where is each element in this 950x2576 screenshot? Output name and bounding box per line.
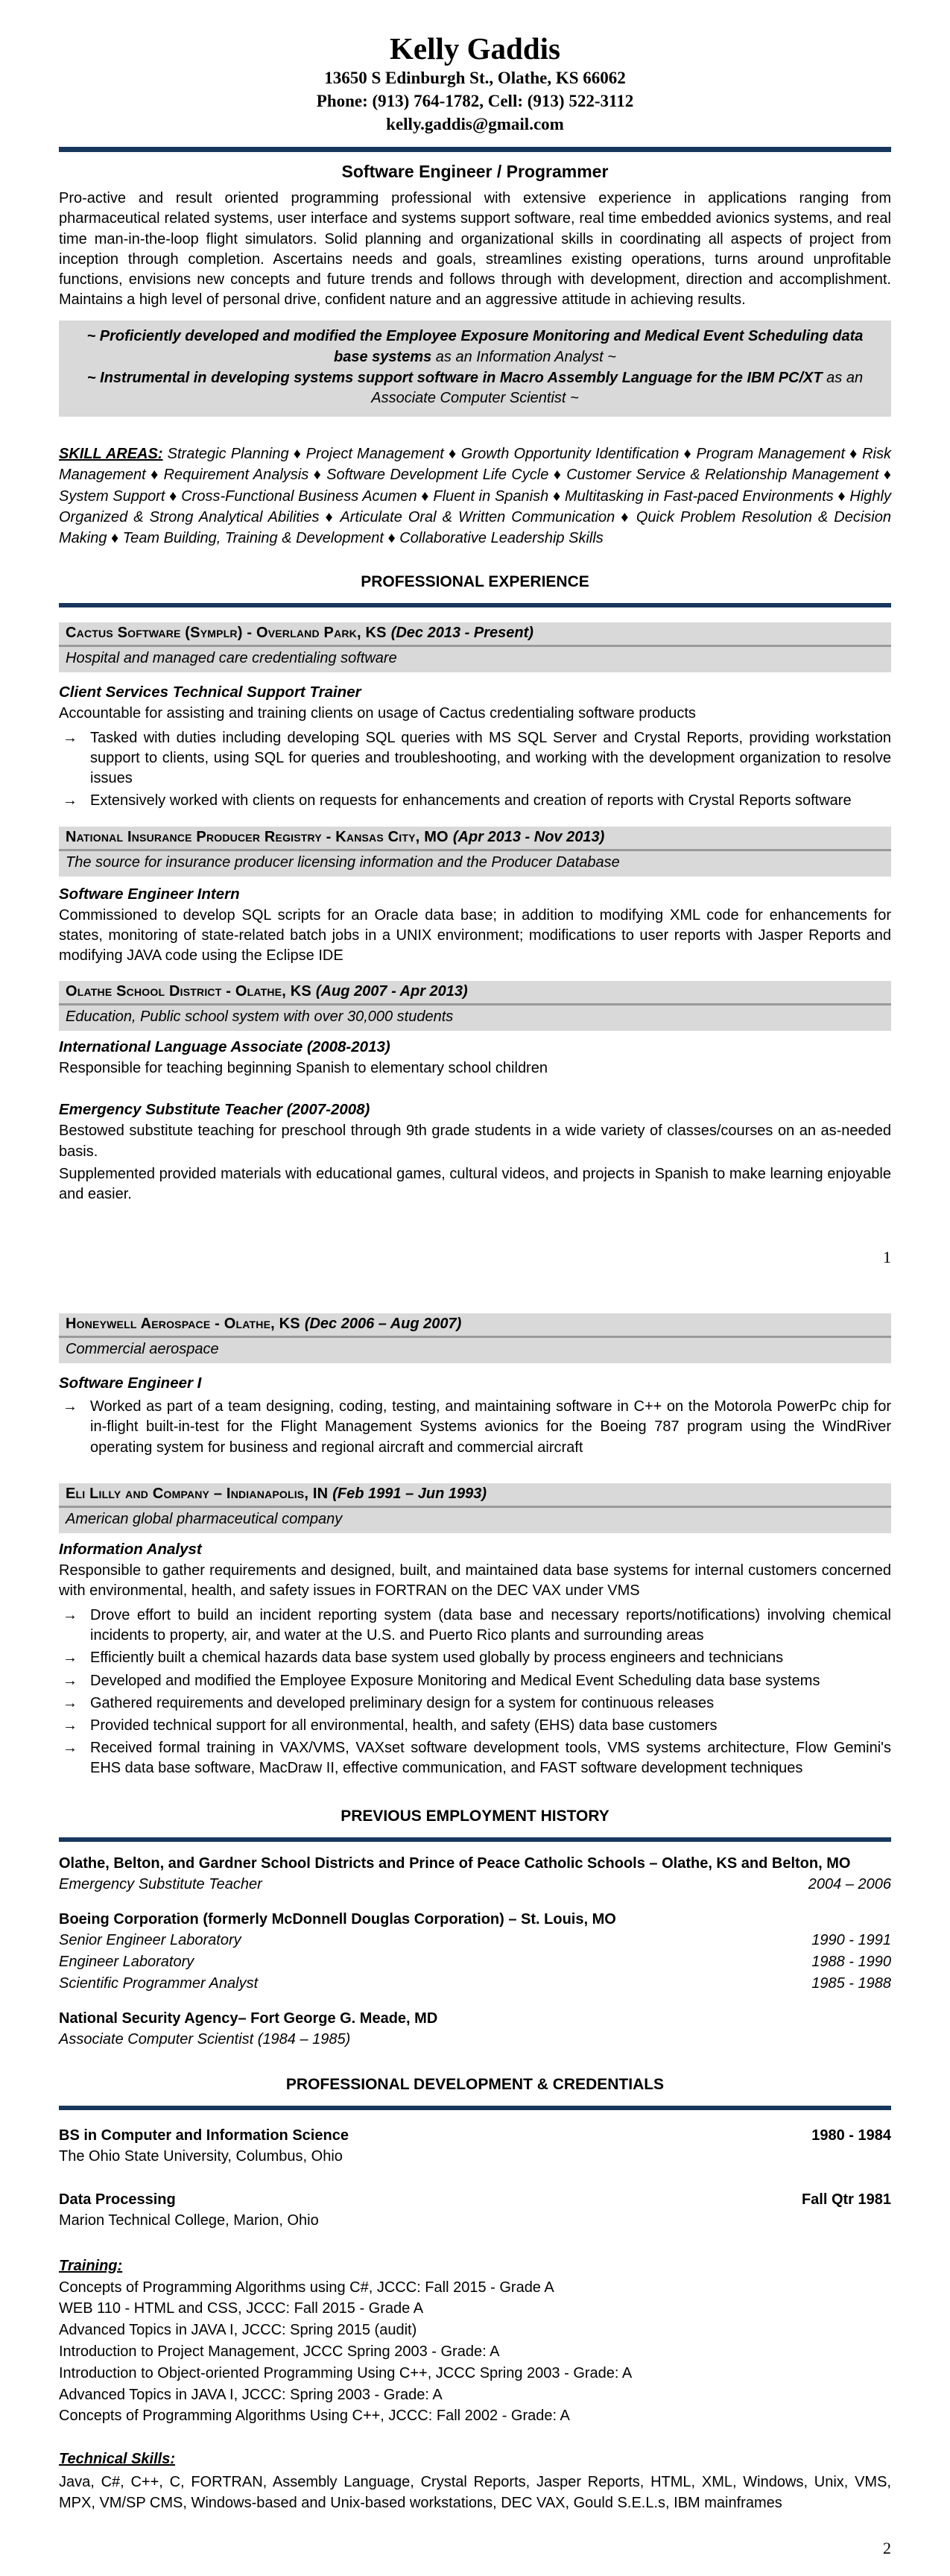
page-number-2: 2	[883, 2539, 891, 2558]
credential-school: Marion Technical College, Marion, Ohio	[59, 2212, 319, 2229]
credential-title: Data Processing	[59, 2191, 176, 2208]
bullet-text: Worked as part of a team designing, coding, testing, and maintaining software in C++ on the Motorola PowerPc chip for in-flight built-in-test for the Flight Management Systems avionics for the Boeing 787 program using the WindRiver operating system for business and regional aircraft and commercial aircraft	[90, 1398, 891, 1456]
position-row	[59, 1874, 891, 1895]
credential-row	[59, 2189, 891, 2210]
previous-employer-entry	[59, 2008, 891, 2051]
position-dates: 1990 - 1991	[811, 1931, 891, 1948]
credential-entry	[59, 2125, 891, 2167]
divider-rule	[59, 1837, 891, 1842]
section-heading-professional-development: PROFESSIONAL DEVELOPMENT & CREDENTIALS	[285, 2075, 665, 2093]
credential-dates: Fall Qtr 1981	[801, 2191, 891, 2208]
skill-areas-text: Strategic Planning ♦ Project Management ♦ Growth Opportunity Identification ♦ Program Management ♦ Risk Management ♦ Requirement Analysis ♦ Software Development Life Cycle ♦ Customer Service & Relationship Management ♦ System Support ♦ Cross-Functional Business Acumen ♦ Fluent in Spanish ♦ Multitasking in Fast-paced Environments ♦ Highly Organized & Strong Analytical Abilities ♦ Articulate Oral & Written Communication ♦ Quick Problem Resolution & Decision Making ♦ Team Building, Training & Development ♦ Collaborative Leadership Skills	[59, 445, 891, 547]
bullet-item	[59, 1648, 891, 1668]
arrow-bullet-icon: →	[63, 792, 77, 809]
arrow-bullet-icon: →	[63, 1717, 77, 1734]
skill-areas	[59, 443, 891, 549]
credential-dates: 1980 - 1984	[811, 2127, 891, 2144]
position-row	[59, 1930, 891, 1951]
highlight-line	[78, 368, 872, 409]
section-heading-previous-employment: PREVIOUS EMPLOYMENT HISTORY	[341, 1807, 609, 1825]
position-row	[59, 1973, 891, 1995]
employer-name: Olathe, Belton, and Gardner School Districts and Prince of Peace Catholic Schools – Olathe, KS and Belton, MO	[59, 1854, 851, 1872]
credential-row	[59, 2125, 891, 2146]
phone-line: Phone: (913) 764-1782, Cell: (913) 522-3112	[316, 92, 634, 111]
bullet-item	[59, 1606, 891, 1646]
job-bullet-list	[59, 1606, 891, 1779]
job-blurb: Education, Public school system with over 30,000 students	[59, 1006, 891, 1031]
job-dates: (Dec 2006 – Aug 2007)	[304, 1316, 462, 1333]
job-national-insurance-producer-registry	[59, 827, 891, 967]
bullet-text: Tasked with duties including developing SQL queries with MS SQL Server and Crystal Reports, providing workstation support to clients, using SQL for queries and troubleshooting, and working with the development organization to resolve issues	[90, 729, 891, 787]
training-item: WEB 110 - HTML and CSS, JCCC: Fall 2015 - Grade A	[59, 2300, 424, 2317]
document-title: Software Engineer / Programmer	[341, 162, 609, 182]
job-blurb: Hospital and managed care credentialing software	[59, 647, 891, 672]
job-bullet-list	[59, 1397, 891, 1458]
section-heading-professional-experience: PROFESSIONAL EXPERIENCE	[361, 572, 589, 590]
job-bullet-list	[59, 728, 891, 812]
job-dates: (Apr 2013 - Nov 2013)	[452, 828, 605, 845]
job-company: Olathe School District - Olathe, KS	[66, 983, 311, 1000]
page-number-1: 1	[883, 1248, 891, 1267]
training-item: Concepts of Programming Algorithms Using C++, JCCC: Fall 2002 - Grade: A	[59, 2408, 570, 2425]
technical-skills-label: Technical Skills:	[59, 2451, 175, 2468]
highlight-regular-text: as an Associate Computer Scientist ~	[371, 369, 864, 407]
job-blurb: Commercial aerospace	[59, 1338, 891, 1363]
job-company: Cactus Software (Symplr) - Overland Park, KS	[66, 624, 387, 641]
job-header-bar	[59, 1313, 891, 1338]
credential-title: BS in Computer and Information Science	[59, 2127, 349, 2144]
position-title: Scientific Programmer Analyst	[59, 1974, 259, 1992]
skill-areas-label: SKILL AREAS:	[59, 445, 163, 462]
job-role-summary: Accountable for assisting and training clients on usage of Cactus credentialing software products	[59, 704, 696, 722]
position-dates: 2004 – 2006	[808, 1875, 891, 1892]
highlight-regular-text: as an Information Analyst ~	[431, 349, 616, 365]
technical-skills-text: Java, C#, C++, C, FORTRAN, Assembly Language, Crystal Reports, Jasper Reports, HTML, XML, Windows, Unix, VMS, MPX, VM/SP CMS, Windows-based and Unix-based workstations, DEC VAX, Gould S.E.L.s, IBM mainframes	[59, 2474, 891, 2512]
job-header-bar	[59, 1483, 891, 1508]
training-item: Advanced Topics in JAVA I, JCCC: Spring 2015 (audit)	[59, 2322, 417, 2339]
position-title: Engineer Laboratory	[59, 1953, 194, 1970]
arrow-bullet-icon: →	[63, 1650, 77, 1667]
previous-employer-entry	[59, 1909, 891, 1995]
bullet-item	[59, 1693, 891, 1714]
divider-rule	[59, 603, 891, 607]
technical-skills-section	[59, 2448, 891, 2513]
arrow-bullet-icon: →	[63, 1694, 77, 1711]
job-role-title: Software Engineer I	[59, 1374, 202, 1392]
job-olathe-school-district	[59, 981, 891, 1205]
highlight-line	[78, 326, 872, 367]
bullet-text: Developed and modified the Employee Exposure Monitoring and Medical Event Scheduling data base systems	[90, 1672, 820, 1689]
bullet-text: Extensively worked with clients on requests for enhancements and creation of reports with Crystal Reports software	[90, 792, 852, 809]
job-dates: (Feb 1991 – Jun 1993)	[332, 1485, 487, 1502]
job-eli-lilly	[59, 1483, 891, 1779]
position-dates: 1985 - 1988	[811, 1974, 891, 1992]
employer-name: National Security Agency– Fort George G. Meade, MD	[59, 2010, 438, 2027]
job-cactus-software	[59, 622, 891, 812]
bullet-text: Received formal training in VAX/VMS, VAXset software development tools, VMS systems architecture, Flow Gemini's EHS data base software, MacDraw II, effective communication, and FAST software development techniques	[90, 1740, 891, 1777]
bullet-item	[59, 1397, 891, 1458]
credential-school: The Ohio State University, Columbus, Ohio	[59, 2147, 343, 2165]
bullet-text: Drove effort to build an incident reporting system (data base and necessary reports/notifications) involving chemical incidents to property, air, and water at the U.S. and Puerto Rico plants and surrounding areas	[90, 1607, 891, 1644]
position-row	[59, 2029, 891, 2051]
highlight-bold-text: ~ Instrumental in developing systems support software in Macro Assembly Language for the IBM PC/XT	[86, 369, 823, 386]
job-role-summary: Supplemented provided materials with educational games, cultural videos, and projects in Spanish to make learning enjoyable and easier.	[59, 1165, 891, 1202]
position-row	[59, 1951, 891, 1973]
job-role-title: Software Engineer Intern	[59, 885, 240, 903]
divider-rule	[59, 2106, 891, 2110]
job-header-bar	[59, 981, 891, 1006]
job-blurb: American global pharmaceutical company	[59, 1508, 891, 1533]
job-role-summary: Responsible for teaching beginning Spanish to elementary school children	[59, 1060, 548, 1077]
arrow-bullet-icon: →	[63, 1740, 77, 1757]
bullet-item	[59, 1716, 891, 1736]
address-line: 13650 S Edinburgh St., Olathe, KS 66062	[324, 69, 626, 88]
arrow-bullet-icon: →	[63, 1607, 77, 1624]
training-item: Advanced Topics in JAVA I, JCCC: Spring 2003 - Grade: A	[59, 2386, 443, 2403]
bullet-text: Provided technical support for all environmental, health, and safety (EHS) data base customers	[90, 1717, 718, 1734]
job-role-title: Client Services Technical Support Trainer	[59, 683, 361, 701]
bullet-item	[59, 1738, 891, 1778]
highlight-bold-text: ~ Proficiently developed and modified the Employee Exposure Monitoring and Medical Event Scheduling data base systems	[86, 328, 864, 365]
job-role-summary: Responsible to gather requirements and designed, built, and maintained data base systems for internal customers concerned with environmental, health, and safety issues in FORTRAN on the DEC VAX under VMS	[59, 1562, 891, 1599]
employer-name: Boeing Corporation (formerly McDonnell Douglas Corporation) – St. Louis, MO	[59, 1910, 616, 1928]
position-dates: 1988 - 1990	[811, 1953, 891, 1970]
job-blurb: The source for insurance producer licensing information and the Producer Database	[59, 851, 891, 877]
divider-rule	[59, 147, 891, 152]
training-section	[59, 2255, 891, 2428]
arrow-bullet-icon: →	[63, 1672, 77, 1689]
bullet-text: Efficiently built a chemical hazards data base system used globally by process engineers and technicians	[90, 1650, 784, 1667]
job-company: National Insurance Producer Registry - Kansas City, MO	[66, 828, 449, 845]
job-role-summary: Commissioned to develop SQL scripts for an Oracle data base; in addition to modifying XML code for enhancements for states, monitoring of state-related batch jobs in a UNIX environment; modifications to user reports with Jasper Reports and modifying JAVA code using the Eclipse IDE	[59, 906, 891, 965]
job-company: Eli Lilly and Company – Indianapolis, IN	[66, 1485, 329, 1502]
job-role-title: Emergency Substitute Teacher (2007-2008)	[59, 1101, 370, 1119]
training-label: Training:	[59, 2257, 123, 2274]
highlights-box	[59, 321, 891, 416]
job-header-bar	[59, 622, 891, 647]
job-header-bar	[59, 827, 891, 851]
position-title: Associate Computer Scientist (1984 – 1985)	[59, 2030, 351, 2048]
person-name: Kelly Gaddis	[390, 31, 560, 66]
training-item: Concepts of Programming Algorithms using C#, JCCC: Fall 2015 - Grade A	[59, 2279, 554, 2296]
summary-paragraph: Pro-active and result oriented programming professional with extensive experience in applications ranging from pharmaceutical related systems, user interface and systems support software, real time embedded avionics systems, and real time man-in-the-loop flight simulators. Solid planning and organizational skills in coordinating all aspects of project from inception through completion. Ascertains needs and goals, streamlines existing operations, turns around unprofitable functions, envisions new concepts and future trends and follows through with development, direction and accomplishment. Maintains a high level of personal drive, confident nature and an aggressive attitude in achieving results.	[59, 190, 891, 309]
job-role-summary: Bestowed substitute teaching for preschool through 9th grade students in a wide variety of classes/courses on an as-needed basis.	[59, 1123, 891, 1160]
email-line: kelly.gaddis@gmail.com	[386, 115, 564, 134]
job-role-title: Information Analyst	[59, 1540, 202, 1558]
job-honeywell-aerospace	[59, 1313, 891, 1458]
job-dates: (Dec 2013 - Present)	[390, 624, 533, 641]
previous-employer-entry	[59, 1853, 891, 1895]
bullet-item	[59, 791, 891, 811]
training-item: Introduction to Object-oriented Programming Using C++, JCCC Spring 2003 - Grade: A	[59, 2364, 633, 2381]
training-item: Introduction to Project Management, JCCC Spring 2003 - Grade: A	[59, 2343, 500, 2360]
position-title: Emergency Substitute Teacher	[59, 1875, 262, 1892]
job-company: Honeywell Aerospace - Olathe, KS	[66, 1316, 300, 1333]
arrow-bullet-icon: →	[63, 1398, 77, 1415]
position-title: Senior Engineer Laboratory	[59, 1931, 241, 1948]
bullet-item	[59, 1671, 891, 1691]
bullet-item	[59, 728, 891, 789]
bullet-text: Gathered requirements and developed preliminary design for a system for continuous releases	[90, 1694, 715, 1711]
job-dates: (Aug 2007 - Apr 2013)	[315, 983, 468, 1000]
credential-entry	[59, 2189, 891, 2231]
job-role-title: International Language Associate (2008-2013)	[59, 1038, 390, 1056]
arrow-bullet-icon: →	[63, 729, 77, 746]
